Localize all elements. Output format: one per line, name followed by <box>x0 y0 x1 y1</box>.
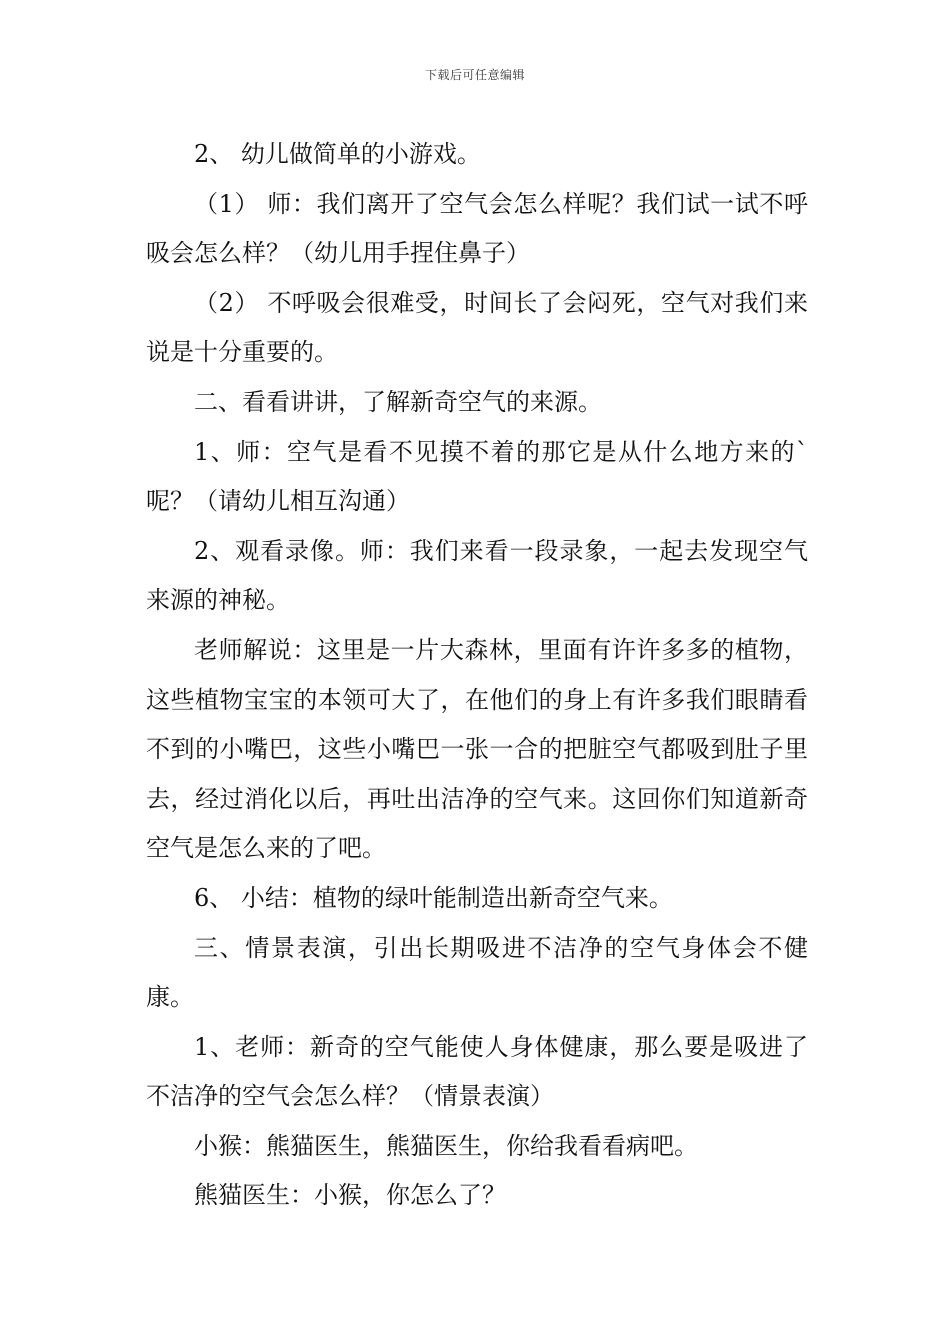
paragraph-watch-video: 2、观看录像。师：我们来看一段录象，一起去发现空气来源的神秘。 <box>146 536 808 615</box>
dialogue-monkey: 小猴：熊猫医生，熊猫医生，你给我看看病吧。 <box>194 1131 698 1160</box>
body-text <box>146 130 808 1221</box>
paragraph-teacher-narration: 老师解说：这里是一片大森林，里面有许许多多的植物，这些植物宝宝的本领可大了，在他们的身上有许多我们眼睛看不到的小嘴巴，这些小嘴巴一张一合的把脏空气都吸到肚子里去，经过消化以后，再吐出洁净的空气来。这回你们知道新奇空气是怎么来的了吧。 <box>146 635 808 863</box>
dialogue-panda-doctor: 熊猫医生：小猴，你怎么了？ <box>194 1181 506 1210</box>
paragraph-summary: 6、 小结：植物的绿叶能制造出新奇空气来。 <box>194 883 673 912</box>
section-heading-2: 二、看看讲讲，了解新奇空气的来源。 <box>194 387 602 416</box>
paragraph-activity-2: 2、 幼儿做简单的小游戏。 <box>194 140 481 168</box>
running-header: 下载后可任意编辑 <box>424 68 525 82</box>
paragraph-step-2: （2） 不呼吸会很难受，时间长了会闷死，空气对我们来说是十分重要的。 <box>146 288 808 367</box>
paragraph-teacher-scene: 1、老师：新奇的空气能使人身体健康，那么要是吸进了不洁净的空气会怎么样？（情景表演） <box>146 1032 808 1111</box>
section-heading-3: 三、情景表演，引出长期吸进不洁净的空气身体会不健康。 <box>146 933 808 1012</box>
paragraph-step-1: （1） 师：我们离开了空气会怎么样呢？我们试一试不呼吸会怎么样？（幼儿用手捏住鼻子） <box>146 189 808 268</box>
paragraph-teacher-question: 1、师：空气是看不见摸不着的那它是从什么地方来的`呢？（请幼儿相互沟通） <box>146 437 808 516</box>
